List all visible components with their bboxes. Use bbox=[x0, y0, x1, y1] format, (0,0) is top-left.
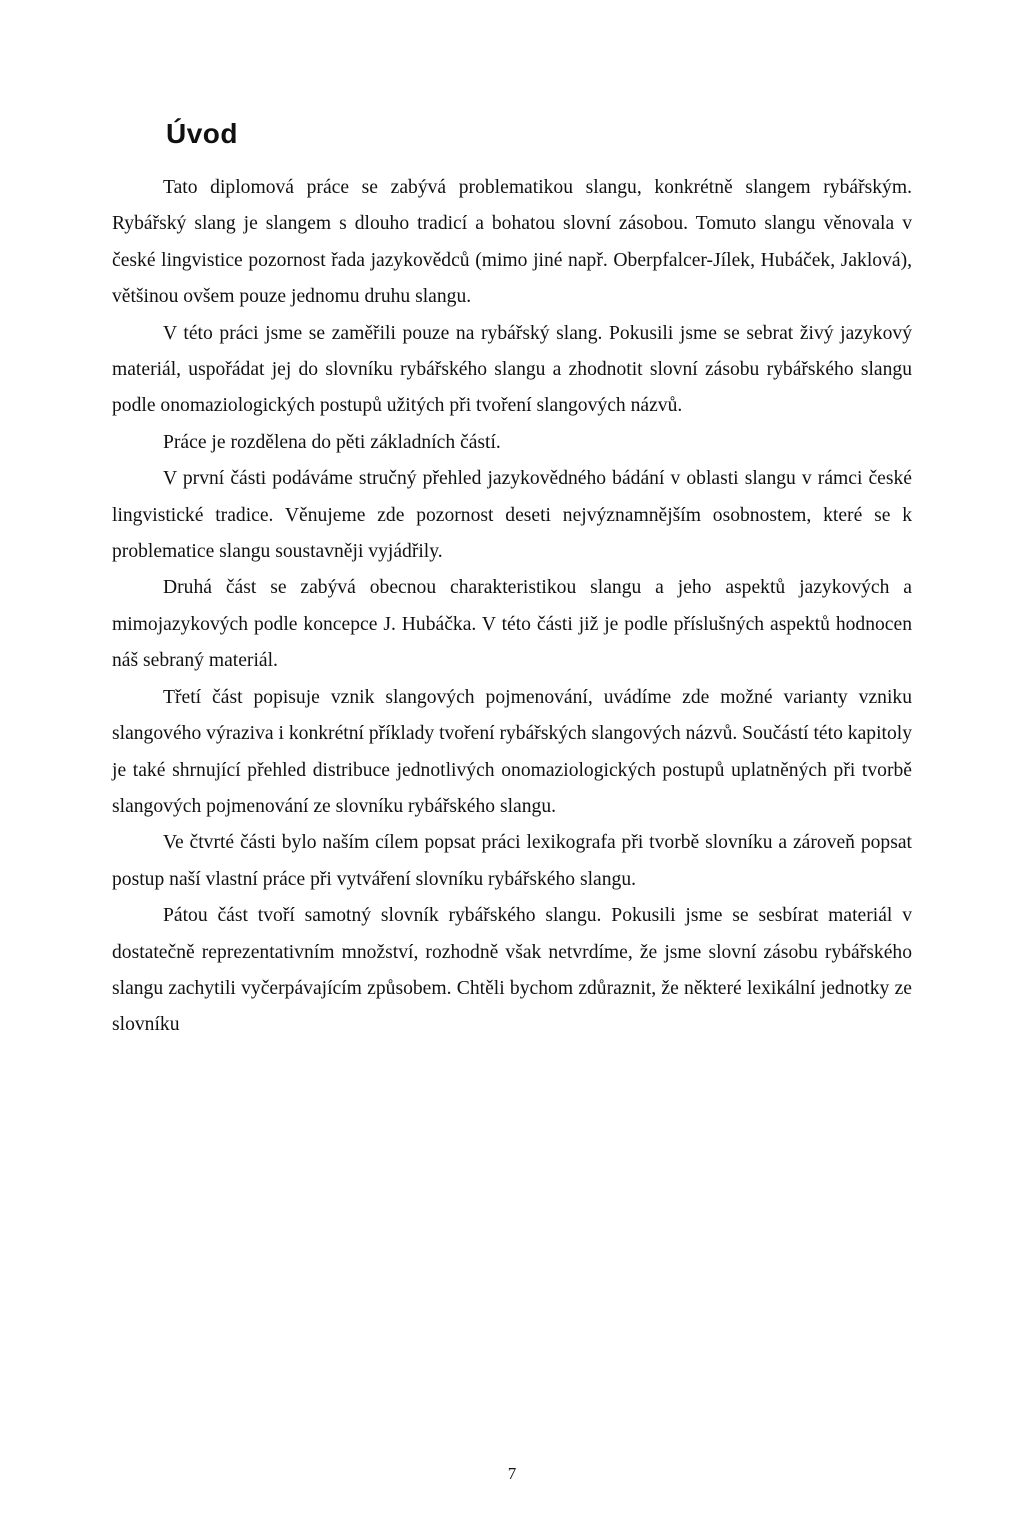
paragraph: V první části podáváme stručný přehled jazykovědného bádání v oblasti slangu v rámci české lingvistické tradice. Věnujeme zde pozornost deseti nejvýznamnějším osobnostem, které se k problematice slangu soustavněji vyjádřily. bbox=[112, 468, 912, 563]
paragraph: Třetí část popisuje vznik slangových pojmenování, uvádíme zde možné varianty vzniku slangového výraziva i konkrétní příklady tvoření rybářských slangových názvů. Součástí této kapitoly je také shrnující přehled distribuce jednotlivých onomaziologických postupů uplatněných při tvorbě slangových pojmenování ze slovníku rybářského slangu. bbox=[112, 686, 912, 817]
paragraph: Ve čtvrté části bylo naším cílem popsat práci lexikografa při tvorbě slovníku a zároveň popsat postup naší vlastní práce při vytváření slovníku rybářského slangu. bbox=[112, 832, 912, 890]
page-number: 7 bbox=[507, 1464, 517, 1483]
body-text bbox=[112, 170, 912, 1044]
paragraph: Tato diplomová práce se zabývá problematikou slangu, konkrétně slangem rybářským. Rybářský slang je slangem s dlouho tradicí a bohatou slovní zásobou. Tomuto slangu věnovala v české lingvistice pozornost řada jazykovědců (mimo jiné např. Oberpfalcer-Jílek, Hubáček, Jaklová), většinou ovšem pouze jednomu druhu slangu. bbox=[112, 177, 912, 308]
paragraph: Druhá část se zabývá obecnou charakteristikou slangu a jeho aspektů jazykových a mimojazykových podle koncepce J. Hubáčka. V této části již je podle příslušných aspektů hodnocen náš sebraný materiál. bbox=[112, 577, 912, 672]
section-heading: Úvod bbox=[166, 118, 238, 149]
paragraph: V této práci jsme se zaměřili pouze na rybářský slang. Pokusili jsme se sebrat živý jazykový materiál, uspořádat jej do slovníku rybářského slangu a zhodnotit slovní zásobu rybářského slangu podle onomaziologických postupů užitých při tvoření slangových názvů. bbox=[112, 322, 912, 417]
paragraph: Pátou část tvoří samotný slovník rybářského slangu. Pokusili jsme se sesbírat materiál v dostatečně reprezentativním množství, rozhodně však netvrdíme, že jsme slovní zásobu rybářského slangu zachytili vyčerpávajícím způsobem. Chtěli bychom zdůraznit, že některé lexikální jednotky ze slovníku bbox=[112, 905, 912, 1036]
paragraph: Práce je rozdělena do pěti základních částí. bbox=[163, 431, 501, 453]
